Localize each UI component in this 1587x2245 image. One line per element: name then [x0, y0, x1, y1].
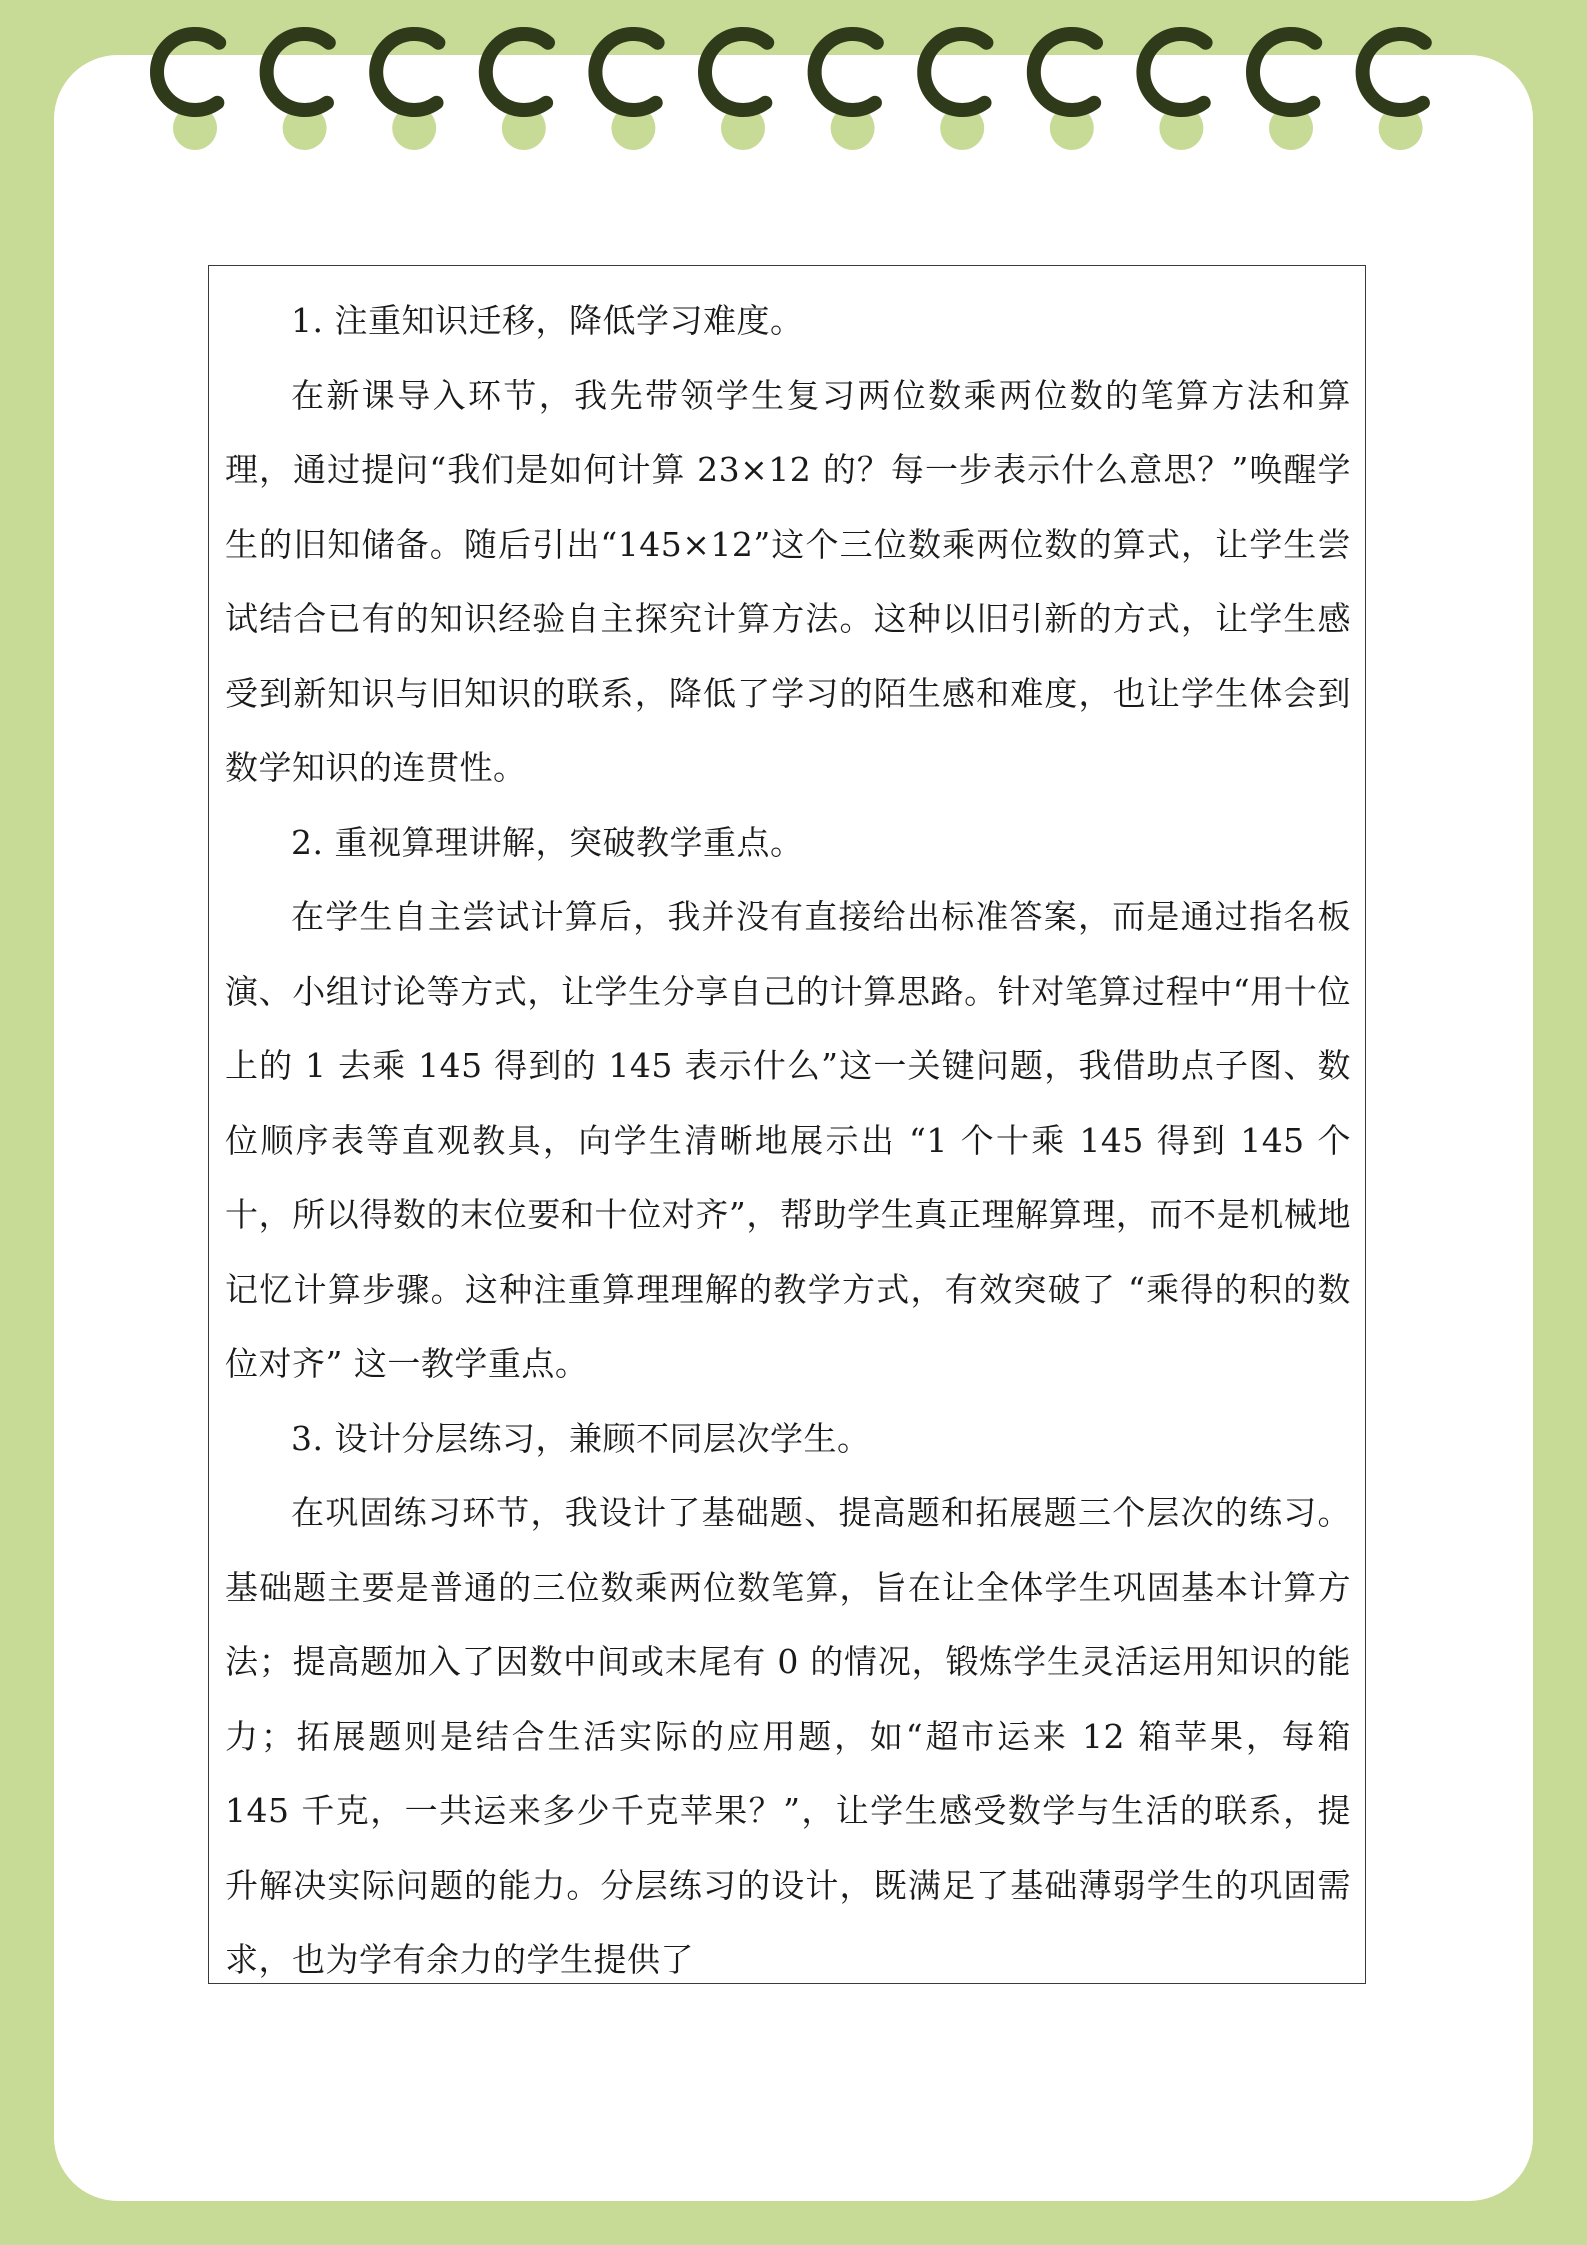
section-heading-2: 2. 重视算理讲解，突破教学重点。 [291, 822, 804, 862]
paragraph-knowledge-transfer: 在新课导入环节，我先带领学生复习两位数乘两位数的笔算方法和算理，通过提问“我们是如何计算 23×12 的？每一步表示什么意思？”唤醒学生的旧知储备。随后引出“145×12”这个三位数乘两位数的算式，让学生尝试结合已有的知识经验自主探究计算方法。这种以旧引新的方式，让学生感受到新知识与旧知识的联系，降低了学习的陌生感和难度，也让学生体会到数学知识的连贯性。 [225, 375, 1351, 787]
paragraph-tiered-practice: 在巩固练习环节，我设计了基础题、提高题和拓展题三个层次的练习。基础题主要是普通的三位数乘两位数笔算，旨在让全体学生巩固基本计算方法；提高题加入了因数中间或末尾有 0 的情况，锻炼学生灵活运用知识的能力；拓展题则是结合生活实际的应用题，如“超市运来 12 箱苹果，每箱 145 千克，一共运来多少千克苹果？”，让学生感受数学与生活的联系，提升解决实际问题的能力。分层练习的设计，既满足了基础薄弱学生的巩固需求，也为学有余力的学生提供了 [225, 1493, 1351, 1979]
section-heading-3: 3. 设计分层练习，兼顾不同层次学生。 [291, 1418, 871, 1458]
text-frame [208, 265, 1366, 1984]
paragraph-arithmetic-reasoning: 在学生自主尝试计算后，我并没有直接给出标准答案，而是通过指名板演、小组讨论等方式，让学生分享自己的计算思路。针对笔算过程中“用十位上的 1 去乘 145 得到的 145 表示什么”这一关键问题，我借助点子图、数位顺序表等直观教具，向学生清晰地展示出 “1 个十乘 145 得到 145 个十，所以得数的末位要和十位对齐”，帮助学生真正理解算理，而不是机械地记忆计算步骤。这种注重算理理解的教学方式，有效突破了 “乘得的积的数位对齐” 这一教学重点。 [225, 897, 1351, 1383]
section-heading-1: 1. 注重知识迁移，降低学习难度。 [291, 301, 804, 340]
